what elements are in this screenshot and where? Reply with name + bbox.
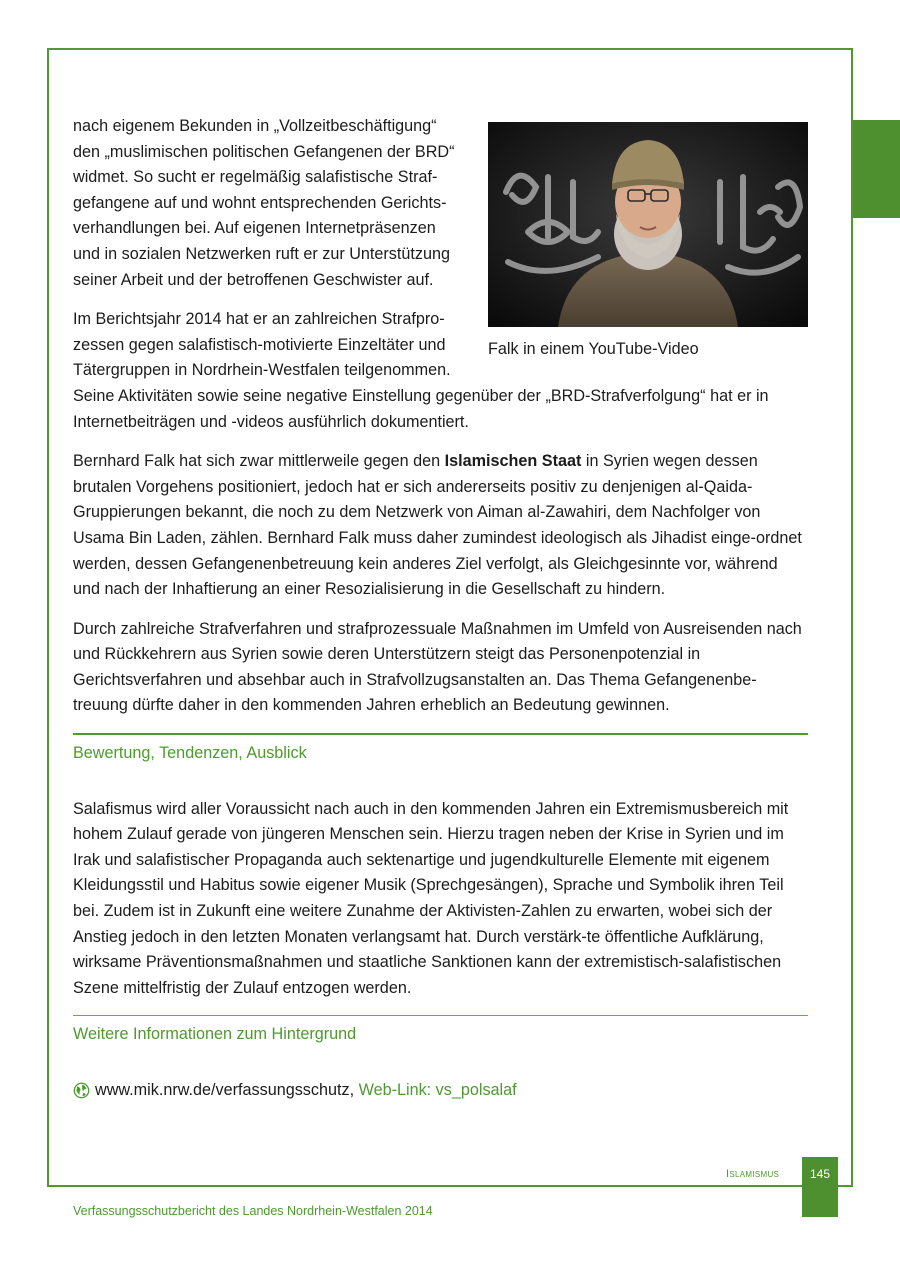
paragraph-text: Bernhard Falk hat sich zwar mittlerweile gegen den xyxy=(73,452,445,471)
paragraph: Durch zahlreiche Strafverfahren und strafprozessuale Maßnahmen im Umfeld von Ausreisenden nach und Rückkehrern aus Syrien sowie deren Unterstützern steigt das Personenpotenzial in Gerichtsverfahren und absehbar auch in Strafvollzugsanstalten an. Das Thema Gefangenenbe-treuung dürfte daher in den kommenden Jahren erheblich an Bedeutung gewinnen. xyxy=(73,619,802,715)
paragraph: Im Berichtsjahr 2014 hat er an zahlreichen Strafpro-zessen gegen salafistisch-motivierte Einzeltäter und Tätergruppen in Nordrhein-Westfalen teilgenommen. Seine Aktivitäten sowie seine negative Einstellung gegenüber der „BRD-Strafverfolgung“ hat er in Internetbeiträgen und -videos ausführlich dokumentiert. xyxy=(73,310,769,431)
youtube-video-photo xyxy=(488,122,808,327)
paragraph-text: in Syrien wegen dessen brutalen Vorgehens positioniert, jedoch hat er sich andererseits positiv zu denjenigen al-Qaida-Gruppierungen bekannt, die noch zu dem Netzwerk von Aiman al-Zawahiri, dem Nachfolger von Usama Bin Laden, zählen. Bernhard Falk muss daher zumindest ideologisch als Jihadist einge-ordnet werden, dessen Gefangenenbetreuung kein anderes Ziel verfolgt, als Gleichgesinnte vor, während und nach der Inhaftierung an einer Resozialisierung in die Gesellschaft zu hindern. xyxy=(73,452,802,599)
web-link-code[interactable]: Web-Link: vs_polsalaf xyxy=(358,1081,517,1099)
section-heading-more-info: Weitere Informationen zum Hintergrund xyxy=(73,1025,357,1044)
footer-report-title: Verfassungsschutzbericht des Landes Nordrhein-Westfalen 2014 xyxy=(73,1204,433,1218)
section-divider xyxy=(73,1015,808,1016)
section-heading-assessment: Bewertung, Tendenzen, Ausblick xyxy=(73,744,307,763)
link-line xyxy=(73,1078,808,1104)
globe-icon xyxy=(73,1082,90,1099)
chapter-tab xyxy=(853,120,900,218)
photo-caption: Falk in einem YouTube-Video xyxy=(488,340,699,358)
photo-figure xyxy=(488,122,808,363)
section-divider xyxy=(73,733,808,735)
bold-term: Islamischen Staat xyxy=(444,452,582,471)
website-link[interactable]: www.mik.nrw.de/verfassungsschutz, xyxy=(95,1081,355,1099)
footer-section-name: Islamismus xyxy=(726,1168,780,1180)
paragraph xyxy=(73,449,808,603)
main-content xyxy=(73,114,808,1104)
paragraph: Salafismus wird aller Voraussicht nach auch in den kommenden Jahren ein Extremismusbereich mit hohem Zulauf gerade von jüngeren Menschen sein. Hierzu tragen neben der Krise in Syrien und im Irak und salafistischer Propaganda auch sektenartige und jugendkulturelle Elemente mit eigenem Kleidungsstil und Habitus sowie eigener Musik (Sprechgesängen), Sprache und Symbolik ihren Teil bei. Zudem ist in Zukunft eine weitere Zunahme der Aktivisten-Zahlen zu erwarten, wobei sich der Anstieg jedoch in den letzten Monaten verlangsamt hat. Durch verstärk-te öffentliche Aufklärung, wirksame Präventionsmaßnahmen und staatliche Sanktionen kann der extremistisch-salafistischen Szene mittelfristig der Zulauf entzogen werden. xyxy=(73,799,789,997)
page-number: 145 xyxy=(802,1157,838,1217)
paragraph: nach eigenem Bekunden in „Vollzeitbeschäftigung“ den „muslimischen politischen Gefangenen der BRD“ widmet. So sucht er regelmäßig salafistische Straf-gefangene auf und wohnt entsprechenden Gerichts-verhandlungen bei. Auf eigenen Internetpräsenzen und in sozialen Netzwerken ruft er zur Unterstützung seiner Arbeit und der betroffenen Geschwister auf. xyxy=(73,117,455,289)
